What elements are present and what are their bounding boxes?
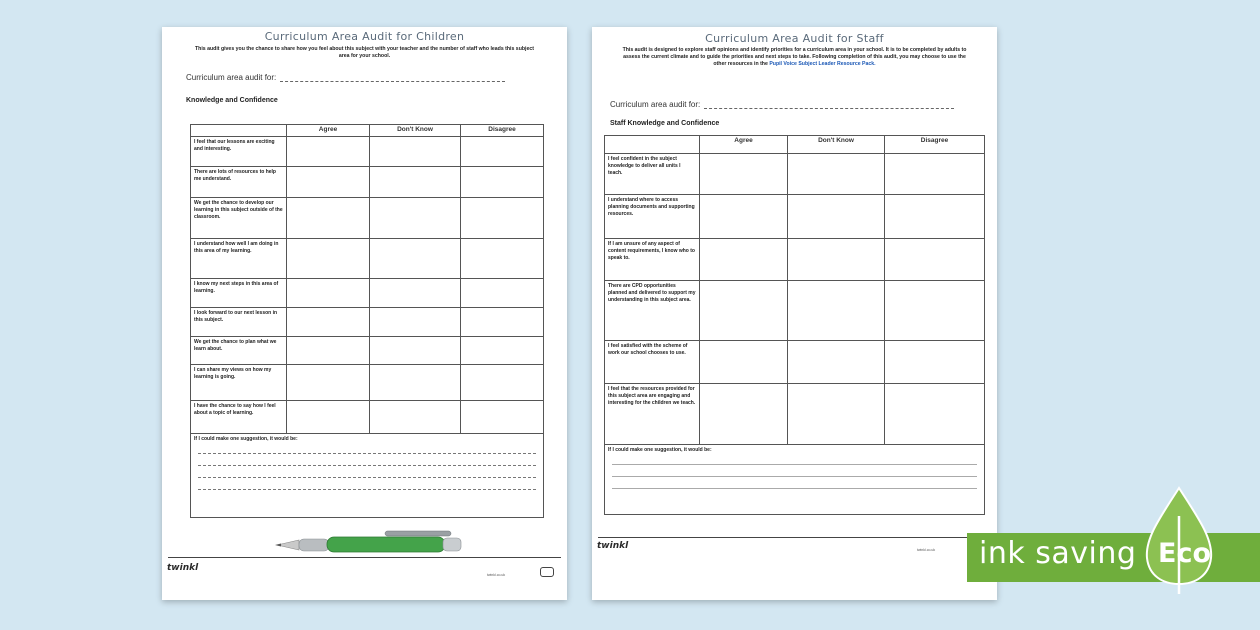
dont-know-cell[interactable] (788, 384, 885, 445)
children-audit-for-line (280, 75, 505, 82)
agree-cell[interactable] (700, 384, 788, 445)
writing-line (198, 454, 536, 466)
children-audit-table (190, 124, 544, 518)
children-suggestion-label: If I could make one suggestion, it would be: (194, 436, 298, 442)
disagree-cell[interactable] (461, 239, 544, 279)
disagree-cell[interactable] (461, 337, 544, 365)
agree-cell[interactable] (287, 401, 370, 434)
agree-cell[interactable] (700, 281, 788, 341)
writing-line (198, 478, 536, 490)
staff-audit-for-line (704, 102, 954, 109)
staff-question: If I am unsure of any aspect of content requirements, I know who to speak to. (605, 239, 700, 281)
disagree-cell[interactable] (885, 239, 985, 281)
children-question: We get the chance to plan what we learn about. (191, 337, 287, 365)
dont-know-cell[interactable] (370, 167, 461, 198)
dont-know-cell[interactable] (370, 239, 461, 279)
dont-know-cell[interactable] (370, 337, 461, 365)
staff-question: I feel confident in the subject knowledge to deliver all units I teach. (605, 154, 700, 195)
disagree-cell[interactable] (461, 137, 544, 167)
children-col-question (191, 125, 287, 137)
dont-know-cell[interactable] (370, 279, 461, 308)
staff-question: I understand where to access planning documents and supporting resources. (605, 195, 700, 239)
staff-suggestion-label: If I could make one suggestion, it would be: (608, 447, 712, 453)
children-section-heading: Knowledge and Confidence (186, 97, 278, 104)
children-footer-rule (168, 557, 561, 558)
agree-cell[interactable] (287, 337, 370, 365)
disagree-cell[interactable] (461, 279, 544, 308)
children-question: I know my next steps in this area of learning. (191, 279, 287, 308)
dont-know-cell[interactable] (370, 365, 461, 401)
staff-audit-sheet (592, 27, 997, 600)
children-col-agree: Agree (287, 125, 370, 137)
ink-saving-text: ink saving (979, 536, 1137, 571)
writing-line (612, 477, 977, 489)
disagree-cell[interactable] (885, 384, 985, 445)
children-twinkl-logo: twinkl (167, 563, 199, 573)
staff-audit-table (604, 135, 985, 515)
staff-question: I feel satisfied with the scheme of work our school chooses to use. (605, 341, 700, 384)
agree-cell[interactable] (287, 167, 370, 198)
dont-know-cell[interactable] (370, 308, 461, 337)
children-sheet-intro: This audit gives you the chance to share how you feel about this subject with your teacher and the number of staff who leads this subject area for your school. (195, 46, 534, 59)
children-question: I can share my views on how my learning is going. (191, 365, 287, 401)
agree-cell[interactable] (700, 154, 788, 195)
children-question: I feel that our lessons are exciting and interesting. (191, 137, 287, 167)
children-footer-url: twinkl.co.uk (487, 573, 506, 577)
pen-icon (275, 528, 465, 556)
resource-pack-link[interactable]: Pupil Voice Subject Leader Resource Pack. (769, 61, 876, 67)
staff-question: There are CPD opportunities planned and delivered to support my understanding in this subject area. (605, 281, 700, 341)
children-audit-for (186, 73, 505, 82)
agree-cell[interactable] (700, 195, 788, 239)
writing-line (612, 465, 977, 477)
staff-twinkl-logo: twinkl (597, 541, 629, 551)
agree-cell[interactable] (700, 239, 788, 281)
disagree-cell[interactable] (885, 195, 985, 239)
staff-footer-url: twinkl.co.uk (917, 548, 936, 552)
disagree-cell[interactable] (461, 401, 544, 434)
agree-cell[interactable] (700, 341, 788, 384)
agree-cell[interactable] (287, 308, 370, 337)
dont-know-cell[interactable] (788, 281, 885, 341)
agree-cell[interactable] (287, 239, 370, 279)
dont-know-cell[interactable] (788, 239, 885, 281)
children-question: I understand how well I am doing in this area of my learning. (191, 239, 287, 279)
children-question: I have the chance to say how I feel about a topic of learning. (191, 401, 287, 434)
staff-section-heading: Staff Knowledge and Confidence (610, 120, 720, 127)
writing-line (612, 453, 977, 465)
staff-col-agree: Agree (700, 136, 788, 154)
eco-label: Eco (1158, 538, 1211, 569)
agree-cell[interactable] (287, 365, 370, 401)
children-col-dont-know: Don't Know (370, 125, 461, 137)
agree-cell[interactable] (287, 198, 370, 239)
dont-know-cell[interactable] (788, 154, 885, 195)
dont-know-cell[interactable] (370, 401, 461, 434)
dont-know-cell[interactable] (788, 195, 885, 239)
children-audit-sheet (162, 27, 567, 600)
staff-footer-rule (598, 537, 991, 538)
children-sheet-title: Curriculum Area Audit for Children (264, 30, 465, 43)
staff-sheet-title: Curriculum Area Audit for Staff (705, 32, 884, 45)
children-col-disagree: Disagree (461, 125, 544, 137)
disagree-cell[interactable] (461, 308, 544, 337)
ink-saving-eco-badge (967, 486, 1260, 596)
staff-col-disagree: Disagree (885, 136, 985, 154)
children-suggestion-cell[interactable] (191, 434, 544, 518)
disagree-cell[interactable] (461, 198, 544, 239)
agree-cell[interactable] (287, 137, 370, 167)
staff-audit-for (610, 100, 954, 109)
disagree-cell[interactable] (461, 167, 544, 198)
dont-know-cell[interactable] (788, 341, 885, 384)
staff-audit-for-label: Curriculum area audit for: (610, 100, 701, 109)
writing-line (198, 466, 536, 478)
children-question: I look forward to our next lesson in this subject. (191, 308, 287, 337)
staff-col-question (605, 136, 700, 154)
disagree-cell[interactable] (885, 341, 985, 384)
staff-sheet-intro-text: This audit is designed to explore staff opinions and identify priorities for a curriculum area in your school. It is to be completed by adults to assess the current climate and to guide the priorities and next steps to take. Following completion of this audit, you may choose to use the other resources in the (622, 47, 967, 67)
printer-icon (540, 567, 554, 577)
dont-know-cell[interactable] (370, 198, 461, 239)
disagree-cell[interactable] (885, 281, 985, 341)
children-question: We get the chance to develop our learning in this subject outside of the classroom. (191, 198, 287, 239)
staff-suggestion-cell[interactable] (605, 445, 985, 515)
staff-col-dont-know: Don't Know (788, 136, 885, 154)
staff-sheet-intro (622, 47, 967, 68)
disagree-cell[interactable] (461, 365, 544, 401)
staff-question: I feel that the resources provided for this subject area are engaging and interesting for the children we teach. (605, 384, 700, 445)
disagree-cell[interactable] (885, 154, 985, 195)
agree-cell[interactable] (287, 279, 370, 308)
dont-know-cell[interactable] (370, 137, 461, 167)
children-audit-for-label: Curriculum area audit for: (186, 73, 277, 82)
children-question: There are lots of resources to help me understand. (191, 167, 287, 198)
writing-line (198, 442, 536, 454)
